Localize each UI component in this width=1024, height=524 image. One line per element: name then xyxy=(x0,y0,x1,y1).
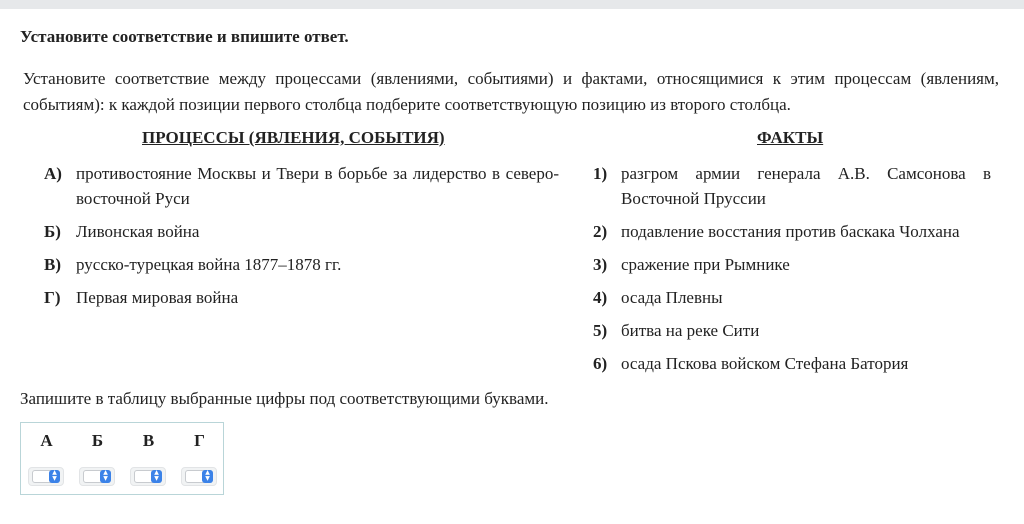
answer-table xyxy=(20,422,224,495)
task-instruction: Установите соответствие и впишите ответ. xyxy=(20,27,349,46)
fact-label: 1) xyxy=(593,164,608,183)
select-field[interactable] xyxy=(32,470,60,483)
process-text: Первая мировая война xyxy=(76,288,239,307)
answer-letter-g: Г xyxy=(194,431,205,450)
select-arrows-icon[interactable]: ▲ ▼ xyxy=(202,470,213,483)
process-text: Ливонская война xyxy=(76,222,200,241)
process-label: Г) xyxy=(44,288,61,307)
fact-text: сражение при Рымнике xyxy=(621,255,790,274)
fact-text: битва на реке Сити xyxy=(621,321,760,340)
process-label: А) xyxy=(44,164,62,183)
fact-label: 3) xyxy=(593,255,608,274)
fact-label: 4) xyxy=(593,288,608,307)
fact-text: осада Плевны xyxy=(621,288,723,307)
select-arrows-icon[interactable]: ▲ ▼ xyxy=(151,470,162,483)
fact-label: 5) xyxy=(593,321,608,340)
top-bar xyxy=(0,0,1024,9)
fact-label: 2) xyxy=(593,222,608,241)
process-label: В) xyxy=(44,255,61,274)
process-text: русско-турецкая война 1877–1878 гг. xyxy=(76,255,342,274)
right-column-header: ФАКТЫ xyxy=(757,128,824,147)
select-arrows-icon[interactable]: ▲ ▼ xyxy=(49,470,60,483)
process-text: противостояние Москвы и Твери в борьбе за лидерство в северо-восточной Руси xyxy=(76,164,559,208)
process-label: Б) xyxy=(44,222,61,241)
answer-select-b[interactable] xyxy=(79,467,115,486)
select-arrows-icon[interactable]: ▲ ▼ xyxy=(100,470,111,483)
answer-select-g[interactable] xyxy=(181,467,217,486)
answer-select-a[interactable] xyxy=(28,467,64,486)
fact-text: разгром армии генерала А.В. Самсонова в Восточной Пруссии xyxy=(621,164,991,208)
answer-select-v[interactable] xyxy=(130,467,166,486)
fact-label: 6) xyxy=(593,354,608,373)
fact-text: осада Пскова войском Стефана Батория xyxy=(621,354,909,373)
answer-letter-a: А xyxy=(40,431,53,450)
select-field[interactable] xyxy=(134,470,162,483)
left-column-header: ПРОЦЕССЫ (ЯВЛЕНИЯ, СОБЫТИЯ) xyxy=(142,128,445,147)
task-description: Установите соответствие между процессами (явлениями, событиями) и фактами, относящимися к этим процессам (явлениям, событиям): к каждой позиции первого столбца подберите соответствующую позицию из второго столбца. xyxy=(23,69,999,114)
answer-letter-v: В xyxy=(142,431,155,450)
answer-note: Запишите в таблицу выбранные цифры под соответствующими буквами. xyxy=(20,389,549,408)
fact-text: подавление восстания против баскака Чолхана xyxy=(621,222,960,241)
answer-letter-b: Б xyxy=(91,431,104,450)
select-field[interactable] xyxy=(185,470,213,483)
select-field[interactable] xyxy=(83,470,111,483)
